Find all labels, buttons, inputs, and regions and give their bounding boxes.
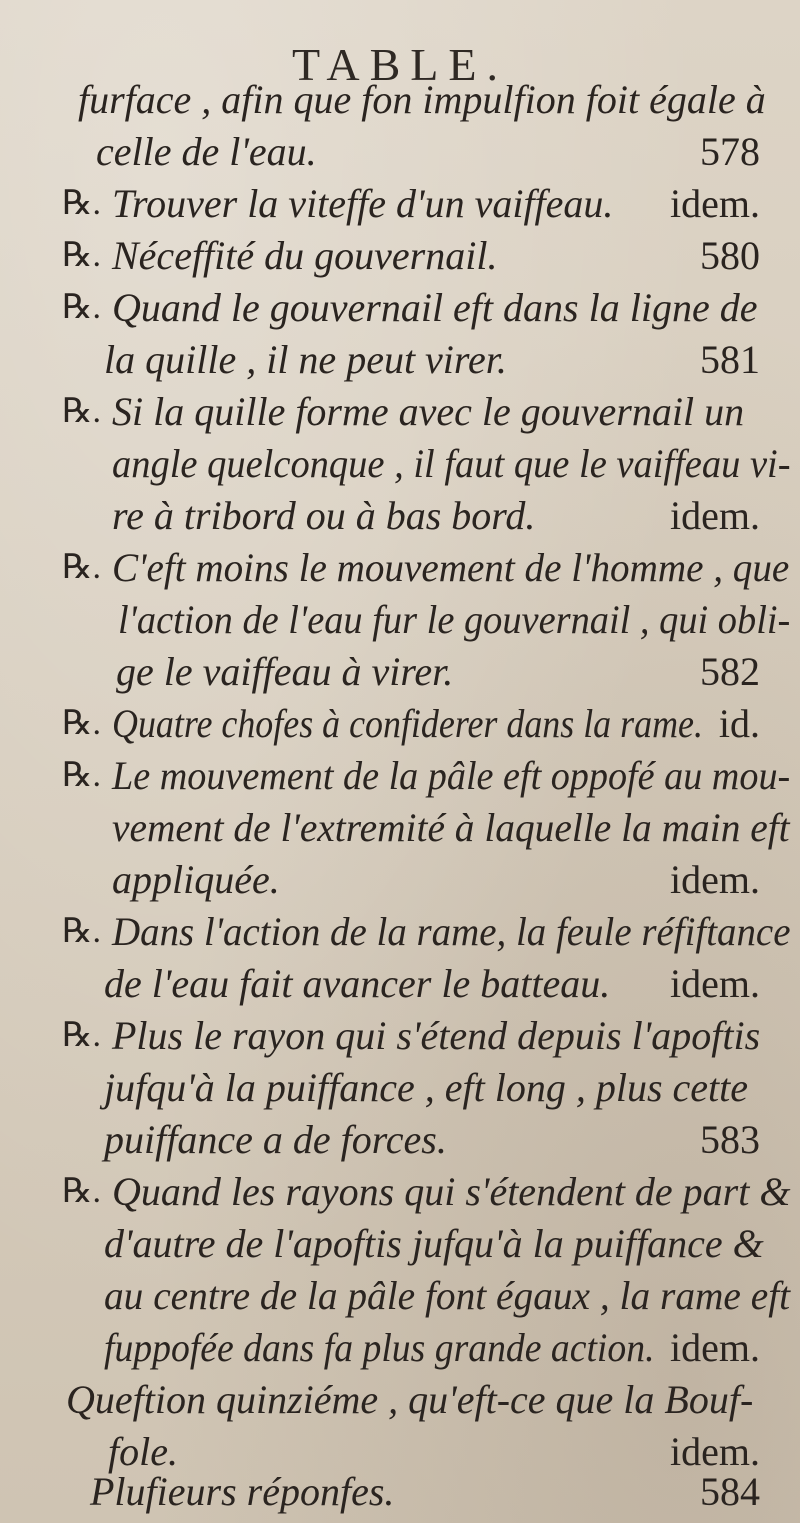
entry-text: Quand les rayons qui s'étendent de part & [112, 1169, 791, 1214]
response-mark: ℞. [62, 185, 101, 222]
page-number: idem. [670, 493, 760, 538]
entry-text: puiffance a de forces. [104, 1117, 447, 1162]
entry-text: Néceffité du gouvernail. [112, 233, 498, 278]
entry-line [0, 1214, 800, 1274]
entry-text: fuppofée dans fa plus grande action. [104, 1325, 655, 1370]
entry-text: Plufieurs réponfes. [90, 1469, 395, 1514]
entry-line [0, 1266, 800, 1326]
entry-text: angle quelconque , il faut que le vaiffeau vi- [112, 441, 791, 486]
response-mark: ℞. [62, 913, 101, 950]
entry-line [0, 1110, 800, 1170]
page-number: 580 [700, 233, 760, 278]
entry-text: celle de l'eau. [96, 129, 317, 174]
entry-text: Le mouvement de la pâle eft oppofé au mou- [112, 753, 791, 798]
entry-text: appliquée. [112, 857, 280, 902]
page-number: idem. [670, 1429, 760, 1474]
entry-line [0, 902, 800, 962]
entry-line [0, 642, 800, 702]
entry-text: Quatre chofes à confiderer dans la rame. [112, 701, 703, 746]
entry-line [0, 746, 800, 806]
entry-text: fole. [108, 1429, 178, 1474]
entry-text: Plus le rayon qui s'étend depuis l'apoftis [112, 1013, 761, 1058]
response-mark: ℞. [62, 757, 101, 794]
response-mark: ℞. [62, 705, 101, 742]
entry-line [0, 538, 800, 598]
entry-text: de l'eau fait avancer le batteau. [104, 961, 611, 1006]
page-number: 584 [700, 1469, 760, 1514]
entry-text: Quand le gouvernail eft dans la ligne de [112, 285, 758, 330]
entry-text: ge le vaiffeau à virer. [116, 649, 454, 694]
entry-line [0, 1058, 800, 1118]
entry-line [0, 434, 800, 494]
page-number: 583 [700, 1117, 760, 1162]
entry-line [0, 1006, 800, 1066]
entry-text: furface , afin que fon impulfion foit égale à [78, 77, 766, 122]
entry-text: Trouver la viteffe d'un vaiffeau. [112, 181, 614, 226]
response-mark: ℞. [62, 1173, 101, 1210]
entry-line [0, 1462, 800, 1522]
entry-text: la quille , il ne peut virer. [104, 337, 507, 382]
entry-line [0, 590, 800, 650]
question-line [0, 1370, 800, 1430]
entry-text: Si la quille forme avec le gouvernail un [112, 389, 745, 434]
entry-line [0, 382, 800, 442]
response-mark: ℞. [62, 393, 101, 430]
entry-text: Queftion quinziéme , qu'eft-ce que la Bouf- [66, 1377, 754, 1422]
response-mark: ℞. [62, 237, 101, 274]
entry-text: Dans l'action de la rame, la feule réfiftance [112, 909, 791, 954]
entry-line [0, 278, 800, 338]
entry-text: vement de l'extremité à laquelle la main eft [112, 805, 790, 850]
entry-line [0, 798, 800, 858]
page-number: 578 [700, 129, 760, 174]
entry-text: re à tribord ou à bas bord. [112, 493, 536, 538]
page-number: idem. [670, 857, 760, 902]
entry-line [0, 486, 800, 546]
response-mark: ℞. [62, 549, 101, 586]
entry-line [0, 174, 800, 234]
entry-line [0, 226, 800, 286]
page-number: idem. [670, 1325, 760, 1370]
entry-text: C'eft moins le mouvement de l'homme , que [112, 545, 790, 590]
response-mark: ℞. [62, 289, 101, 326]
entry-text: d'autre de l'apoftis jufqu'à la puiffance & [104, 1221, 764, 1266]
page-number: 582 [700, 649, 760, 694]
entry-line [0, 850, 800, 910]
entry-text: l'action de l'eau fur le gouvernail , qui obli- [118, 597, 791, 642]
response-mark: ℞. [62, 1017, 101, 1054]
page-number: id. [718, 701, 760, 746]
entry-text: au centre de la pâle font égaux , la rame eft [104, 1273, 791, 1318]
entry-line [0, 954, 800, 1014]
entry-line [0, 330, 800, 390]
page-number: idem. [670, 181, 760, 226]
entry-line [0, 1318, 800, 1378]
entry-line [0, 70, 800, 130]
entry-line [0, 1162, 800, 1222]
entry-line [0, 122, 800, 182]
entry-line [0, 694, 800, 754]
page-header: TABLE. [291, 39, 508, 90]
entry-text: jufqu'à la puiffance , eft long , plus cette [104, 1065, 749, 1110]
page-number: idem. [670, 961, 760, 1006]
page-number: 581 [700, 337, 760, 382]
